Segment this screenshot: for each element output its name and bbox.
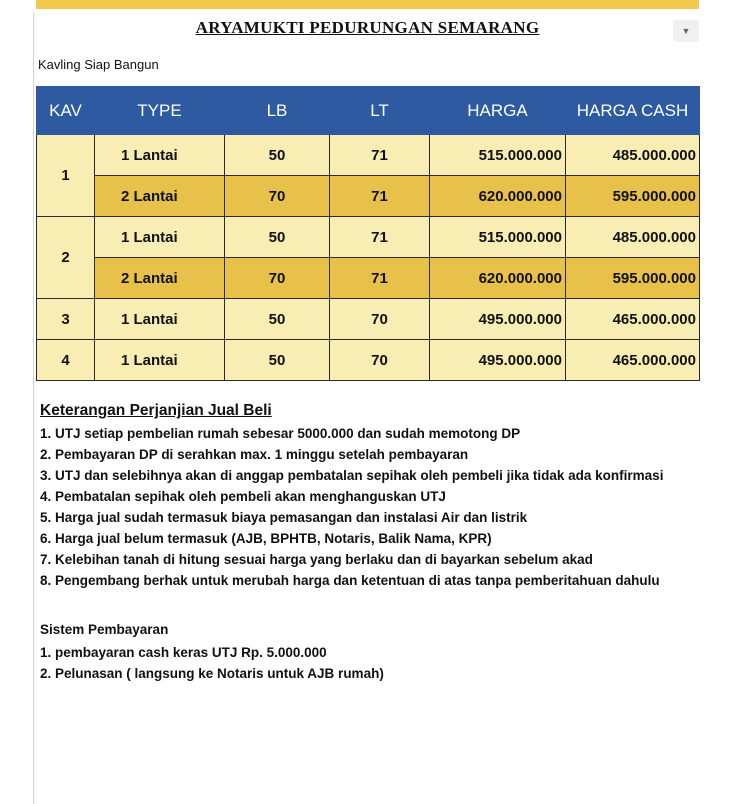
kav-cell: 2 — [37, 217, 95, 299]
payment-item: 1. pembayaran cash keras UTJ Rp. 5.000.000 — [40, 645, 327, 660]
payment-section — [40, 620, 730, 684]
lb-cell: 70 — [225, 258, 330, 299]
lt-cell: 71 — [330, 258, 430, 299]
lb-cell: 50 — [225, 340, 330, 381]
terms-item: 4. Pembatalan sepihak oleh pembeli akan menghanguskan UTJ — [40, 489, 446, 504]
harga-cell: 495.000.000 — [430, 299, 566, 340]
type-cell: 2 Lantai — [95, 258, 225, 299]
subtitle: Kavling Siap Bangun — [38, 57, 159, 72]
lt-cell: 70 — [330, 340, 430, 381]
harga-cash-cell: 485.000.000 — [566, 135, 700, 176]
table-row — [37, 299, 700, 340]
dropdown-arrow-icon[interactable]: ▼ — [673, 20, 699, 42]
lt-cell: 71 — [330, 176, 430, 217]
harga-cash-cell: 595.000.000 — [566, 176, 700, 217]
harga-cash-cell: 465.000.000 — [566, 340, 700, 381]
terms-item: 1. UTJ setiap pembelian rumah sebesar 5000.000 dan sudah memotong DP — [40, 426, 521, 441]
header-kav: KAV — [37, 87, 95, 135]
lt-cell: 70 — [330, 299, 430, 340]
table-row — [37, 217, 700, 258]
harga-cell: 495.000.000 — [430, 340, 566, 381]
type-cell: 1 Lantai — [95, 217, 225, 258]
lb-cell: 50 — [225, 217, 330, 258]
harga-cash-cell: 465.000.000 — [566, 299, 700, 340]
harga-cash-cell: 485.000.000 — [566, 217, 700, 258]
kav-cell: 3 — [37, 299, 95, 340]
lt-cell: 71 — [330, 135, 430, 176]
table-header-row — [37, 87, 700, 135]
harga-cell: 515.000.000 — [430, 135, 566, 176]
price-table — [36, 86, 700, 381]
terms-section — [40, 402, 735, 591]
lb-cell: 50 — [225, 135, 330, 176]
header-lt: LT — [330, 87, 430, 135]
table-row — [37, 176, 700, 217]
lb-cell: 50 — [225, 299, 330, 340]
type-cell: 1 Lantai — [95, 340, 225, 381]
terms-item: 7. Kelebihan tanah di hitung sesuai harga yang berlaku dan di bayarkan sebelum akad — [40, 552, 593, 567]
table-row — [37, 258, 700, 299]
table-row — [37, 340, 700, 381]
page-title: ARYAMUKTI PEDURUNGAN SEMARANG — [195, 18, 540, 37]
lb-cell: 70 — [225, 176, 330, 217]
type-cell: 1 Lantai — [95, 135, 225, 176]
terms-item: 3. UTJ dan selebihnya akan di anggap pembatalan sepihak oleh pembeli jika tidak ada konfirmasi — [40, 468, 664, 483]
left-margin-line — [33, 12, 34, 804]
harga-cell: 620.000.000 — [430, 176, 566, 217]
kav-cell: 4 — [37, 340, 95, 381]
header-lb: LB — [225, 87, 330, 135]
harga-cell: 620.000.000 — [430, 258, 566, 299]
table-row — [37, 135, 700, 176]
type-cell: 1 Lantai — [95, 299, 225, 340]
header-harga: HARGA — [430, 87, 566, 135]
harga-cash-cell: 595.000.000 — [566, 258, 700, 299]
terms-heading: Keterangan Perjanjian Jual Beli — [40, 402, 272, 419]
header-type: TYPE — [95, 87, 225, 135]
terms-item: 2. Pembayaran DP di serahkan max. 1 minggu setelah pembayaran — [40, 447, 469, 462]
harga-cell: 515.000.000 — [430, 217, 566, 258]
lt-cell: 71 — [330, 217, 430, 258]
terms-item: 6. Harga jual belum termasuk (AJB, BPHTB, Notaris, Balik Nama, KPR) — [40, 531, 492, 546]
header-harga-cash: HARGA CASH — [566, 87, 700, 135]
terms-item: 8. Pengembang berhak untuk merubah harga dan ketentuan di atas tanpa pemberitahuan dahulu — [40, 573, 660, 588]
kav-cell: 1 — [37, 135, 95, 217]
terms-item: 5. Harga jual sudah termasuk biaya pemasangan dan instalasi Air dan listrik — [40, 510, 528, 525]
type-cell: 2 Lantai — [95, 176, 225, 217]
payment-heading: Sistem Pembayaran — [40, 622, 169, 637]
payment-item: 2. Pelunasan ( langsung ke Notaris untuk AJB rumah) — [40, 666, 384, 681]
top-accent-bar — [36, 0, 699, 9]
